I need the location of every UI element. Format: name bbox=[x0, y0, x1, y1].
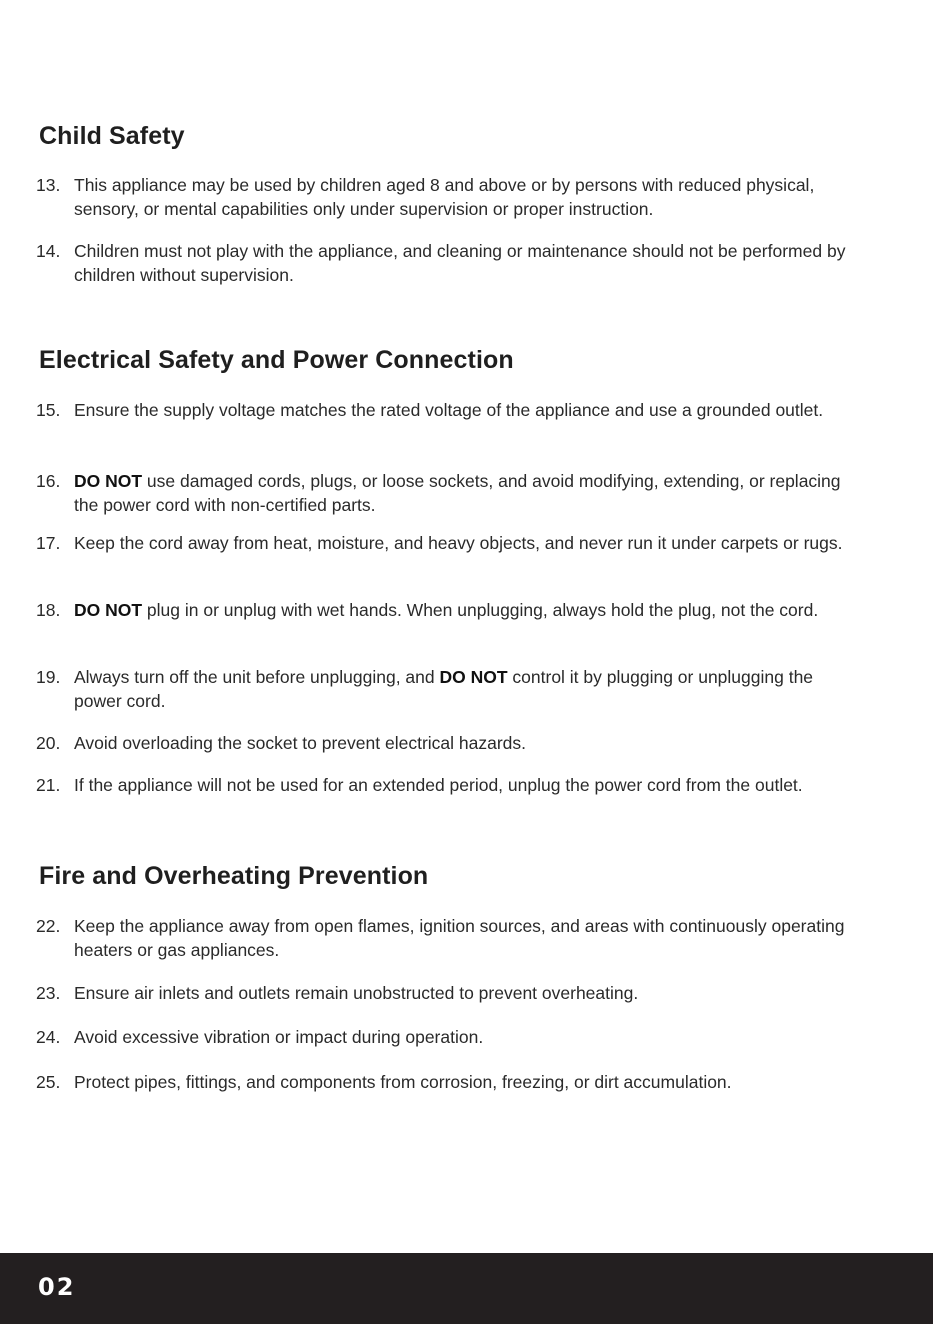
item-number: 15. bbox=[36, 400, 61, 420]
item-number: 13. bbox=[36, 175, 61, 195]
item-text-after: control it by plugging or unplugging the power cord. bbox=[74, 667, 814, 711]
list-item-16 bbox=[36, 469, 856, 517]
list-item-25 bbox=[36, 1070, 856, 1094]
list-item-19 bbox=[36, 665, 856, 713]
list-item-17 bbox=[36, 531, 856, 555]
list-item-22 bbox=[36, 914, 856, 962]
section-heading-fire-prevention: Fire and Overheating Prevention bbox=[39, 862, 429, 890]
page-footer bbox=[0, 1253, 933, 1324]
item-number: 23. bbox=[36, 983, 61, 1003]
item-text bbox=[74, 665, 856, 713]
list-item-13 bbox=[36, 173, 856, 221]
item-text: Ensure the supply voltage matches the rated voltage of the appliance and use a grounded outlet. bbox=[74, 400, 824, 420]
item-text: Protect pipes, fittings, and components from corrosion, freezing, or dirt accumulation. bbox=[74, 1072, 732, 1092]
item-text-before: Always turn off the unit before unplugging, and bbox=[74, 667, 440, 687]
list-item-18 bbox=[36, 598, 856, 622]
item-text: If the appliance will not be used for an extended period, unplug the power cord from the outlet. bbox=[74, 775, 803, 795]
item-number: 21. bbox=[36, 775, 61, 795]
item-text: Ensure air inlets and outlets remain unobstructed to prevent overheating. bbox=[74, 983, 639, 1003]
item-text bbox=[74, 469, 856, 517]
item-text: Keep the appliance away from open flames, ignition sources, and areas with continuously operating heaters or gas appliances. bbox=[74, 916, 845, 960]
section-heading-child-safety: Child Safety bbox=[39, 122, 185, 150]
do-not-emphasis: DO NOT bbox=[74, 600, 143, 620]
item-number: 16. bbox=[36, 471, 61, 491]
item-text bbox=[74, 598, 856, 622]
item-text: Avoid overloading the socket to prevent electrical hazards. bbox=[74, 733, 527, 753]
section-heading-electrical-safety: Electrical Safety and Power Connection bbox=[39, 346, 514, 374]
item-number: 17. bbox=[36, 533, 61, 553]
item-text-rest: plug in or unplug with wet hands. When unplugging, always hold the plug, not the cord. bbox=[142, 600, 819, 620]
item-number: 20. bbox=[36, 733, 61, 753]
do-not-emphasis: DO NOT bbox=[74, 471, 143, 491]
item-number: 18. bbox=[36, 600, 61, 620]
list-item-20 bbox=[36, 731, 856, 755]
item-text: Children must not play with the appliance, and cleaning or maintenance should not be performed by children without supervision. bbox=[74, 241, 846, 285]
page-number: 02 bbox=[38, 1273, 76, 1301]
item-number: 24. bbox=[36, 1027, 61, 1047]
list-item-23 bbox=[36, 981, 856, 1005]
item-number: 25. bbox=[36, 1072, 61, 1092]
item-number: 14. bbox=[36, 241, 61, 261]
item-text: Keep the cord away from heat, moisture, and heavy objects, and never run it under carpets or rugs. bbox=[74, 533, 843, 553]
item-text-rest: use damaged cords, plugs, or loose sockets, and avoid modifying, extending, or replacing the power cord with non-certified parts. bbox=[74, 471, 841, 515]
list-item-24 bbox=[36, 1025, 856, 1049]
item-number: 19. bbox=[36, 667, 61, 687]
do-not-emphasis: DO NOT bbox=[439, 667, 508, 687]
item-text: Avoid excessive vibration or impact during operation. bbox=[74, 1027, 484, 1047]
item-number: 22. bbox=[36, 916, 61, 936]
list-item-21 bbox=[36, 773, 856, 797]
list-item-14 bbox=[36, 239, 856, 287]
item-text: This appliance may be used by children aged 8 and above or by persons with reduced physical, sensory, or mental capabilities only under supervision or proper instruction. bbox=[74, 175, 815, 219]
list-item-15 bbox=[36, 398, 856, 422]
